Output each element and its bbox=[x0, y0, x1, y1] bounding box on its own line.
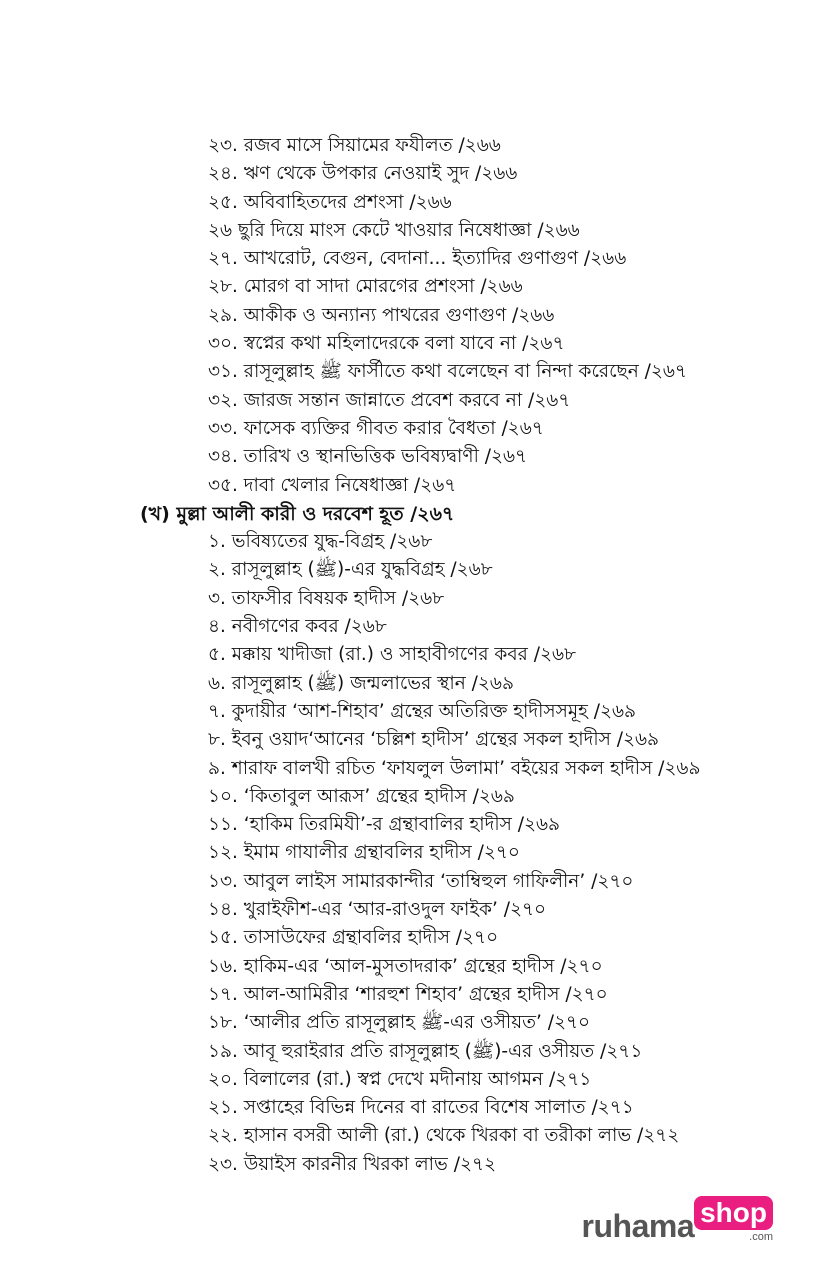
logo-ruhama-text: ruhama bbox=[581, 1208, 695, 1244]
toc-entry: ২০. বিলালের (রা.) স্বপ্ন দেখে মদীনায় আগমন /২৭১ bbox=[208, 1068, 592, 1090]
toc-entry: ৩. তাফসীর বিষয়ক হাদীস /২৬৮ bbox=[208, 587, 445, 609]
table-of-contents bbox=[140, 132, 800, 1179]
toc-entry: ১. ভবিষ্যতের যুদ্ধ-বিগ্রহ /২৬৮ bbox=[208, 531, 433, 553]
toc-entry: ১১. ‘হাকিম তিরমিযী’-র গ্রন্থাবালির হাদীস /২৬৯ bbox=[208, 814, 561, 836]
toc-entry: ১৬. হাকিম-এর ‘আল-মুসতাদরাক’ গ্রন্থের হাদীস /২৭০ bbox=[208, 955, 603, 977]
logo-shop-badge: shop bbox=[694, 1196, 773, 1230]
toc-entry: ৩৪. তারিখ ও স্থানভিত্তিক ভবিষ্যদ্বাণী /২৬৭ bbox=[208, 446, 528, 468]
toc-entry: ৩৩. ফাসেক ব্যক্তির গীবত করার বৈধতা /২৬৭ bbox=[208, 417, 544, 439]
toc-entry: ২৪. ঋণ থেকে উপকার নেওয়াই সুদ /২৬৬ bbox=[208, 163, 518, 185]
section-heading: (খ) মুল্লা আলী কারী ও দরবেশ হূত /২৬৭ bbox=[140, 502, 455, 525]
toc-entry: ৩৫. দাবা খেলার নিষেধাজ্ঞা /২৬৭ bbox=[208, 474, 457, 496]
toc-entry: ২৩. রজব মাসে সিয়ামের ফযীলত /২৬৬ bbox=[208, 135, 501, 156]
toc-entry: ৫. মক্কায় খাদীজা (রা.) ও সাহাবীগণের কবর /২৬৮ bbox=[208, 644, 577, 666]
toc-entry: ১৪. খুরাইফীশ-এর ‘আর-রাওদুল ফাইক’ /২৭০ bbox=[208, 899, 547, 921]
toc-entry: ২৯. আকীক ও অন্যান্য পাথরের গুণাগুণ /২৬৬ bbox=[208, 304, 555, 326]
toc-entry: ১৯. আবূ হুরাইরার প্রতি রাসূলুল্লাহ (ﷺ)-এর ওসীয়ত /২৭১ bbox=[208, 1040, 643, 1062]
toc-entry: ২৩. উয়াইস কারনীর খিরকা লাভ /২৭২ bbox=[208, 1153, 497, 1175]
toc-entry: ৮. ইবনু ওয়াদ‘আনের ‘চল্লিশ হাদীস’ গ্রন্থের সকল হাদীস /২৬৯ bbox=[208, 729, 660, 751]
toc-entry: ১৩. আবুল লাইস সামারকান্দীর ‘তাম্বিহুল গাফিলীন’ /২৭০ bbox=[208, 870, 634, 892]
toc-entry: ৬. রাসূলুল্লাহ (ﷺ) জন্মলাভের স্থান /২৬৯ bbox=[208, 672, 514, 694]
toc-entry: ১৮. ‘আলীর প্রতি রাসূলুল্লাহ ﷺ-এর ওসীয়ত’ /২৭০ bbox=[208, 1012, 591, 1034]
toc-entry: ২২. হাসান বসরী আলী (রা.) থেকে খিরকা বা তরীকা লাভ /২৭২ bbox=[208, 1125, 680, 1147]
logo-dotcom-text: .com bbox=[749, 1231, 773, 1243]
logo-shop-block bbox=[694, 1196, 773, 1243]
ruhamashop-logo bbox=[582, 1196, 773, 1243]
toc-entry: ৭. কুদায়ীর ‘আশ-শিহাব’ গ্রন্থের অতিরিক্ত হাদীসসমূহ /২৬৯ bbox=[208, 700, 637, 722]
toc-entry: ৩১. রাসূলুল্লাহ ﷺ ফার্সীতে কথা বলেছেন বা নিন্দা করেছেন /২৬৭ bbox=[208, 361, 687, 383]
toc-entry: ১৫. তাসাউফের গ্রন্থাবলির হাদীস /২৭০ bbox=[208, 927, 499, 949]
toc-entry: ২৮. মোরগ বা সাদা মোরগের প্রশংসা /২৬৬ bbox=[208, 276, 523, 298]
toc-entry: ২. রাসূলুল্লাহ (ﷺ)-এর যুদ্ধবিগ্রহ /২৬৮ bbox=[208, 559, 493, 581]
toc-entry: ২৬ ছুরি দিয়ে মাংস কেটে খাওয়ার নিষেধাজ্ঞা /২৬৬ bbox=[208, 219, 580, 241]
toc-entry: ১০. ‘কিতাবুল আরূস’ গ্রন্থের হাদীস /২৬৯ bbox=[208, 785, 515, 807]
toc-entry: ৩০. স্বপ্নের কথা মহিলাদেরকে বলা যাবে না /২৬৭ bbox=[208, 333, 565, 355]
toc-entry: ২৭. আখরোট, বেগুন, বেদানা... ইত্যাদির গুণাগুণ /২৬৬ bbox=[208, 248, 627, 270]
toc-entry: ১২. ইমাম গাযালীর গ্রন্থাবলির হাদীস /২৭০ bbox=[208, 842, 520, 864]
toc-entry: ২১. সপ্তাহের বিভিন্ন দিনের বা রাতের বিশেষ সালাত /২৭১ bbox=[208, 1097, 634, 1119]
toc-entry: ২৫. অবিবাহিতদের প্রশংসা /২৬৬ bbox=[208, 191, 452, 213]
toc-entry: ৩২. জারজ সন্তান জান্নাতে প্রবেশ করবে না /২৬৭ bbox=[208, 389, 571, 411]
toc-entry: ৪. নবীগণের কবর /২৬৮ bbox=[208, 616, 387, 638]
toc-entry: ৯. শারাফ বালখী রচিত ‘ফাযলুল উলামা’ বইয়ের সকল হাদীস /২৬৯ bbox=[208, 757, 701, 779]
toc-entry: ১৭. আল-আমিরীর ‘শারহুশ শিহাব’ গ্রন্থের হাদীস /২৭০ bbox=[208, 983, 608, 1005]
